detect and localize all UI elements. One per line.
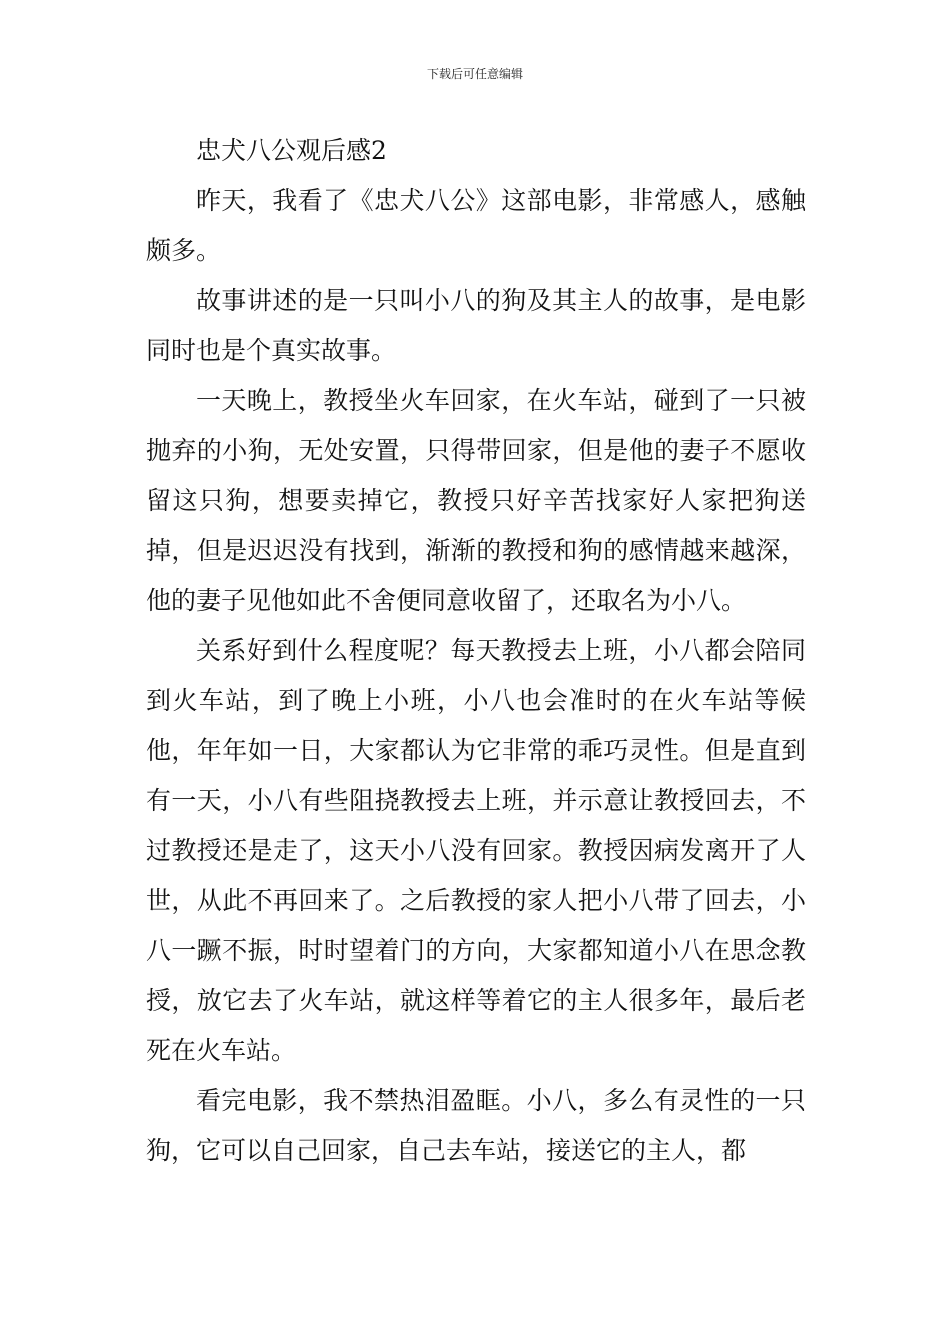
document-body <box>146 126 806 1176</box>
paragraph-1: 昨天，我看了《忠犬八公》这部电影，非常感人，感触颇多。 <box>146 186 806 265</box>
document-title: 忠犬八公观后感2 <box>196 136 387 165</box>
paragraph-2: 故事讲述的是一只叫小八的狗及其主人的故事，是电影同时也是个真实故事。 <box>146 286 806 365</box>
paragraph-4: 关系好到什么程度呢？每天教授去上班，小八都会陪同到火车站，到了晚上小班，小八也会准时的在火车站等候他，年年如一日，大家都认为它非常的乖巧灵性。但是直到有一天，小八有些阻挠教授去上班，并示意让教授回去，不过教授还是走了，这天小八没有回家。教授因病发离开了人世，从此不再回来了。之后教授的家人把小八带了回去，小八一蹶不振，时时望着门的方向，大家都知道小八在思念教授，放它去了火车站，就这样等着它的主人很多年，最后老死在火车站。 <box>146 636 806 1065</box>
paragraph-3: 一天晚上，教授坐火车回家，在火车站，碰到了一只被抛弃的小狗，无处安置，只得带回家，但是他的妻子不愿收留这只狗，想要卖掉它，教授只好辛苦找家好人家把狗送掉，但是迟迟没有找到，渐渐的教授和狗的感情越来越深，他的妻子见他如此不舍便同意收留了，还取名为小八。 <box>146 386 806 615</box>
page-header: 下载后可任意编辑 <box>426 67 523 81</box>
paragraph-5: 看完电影，我不禁热泪盈眶。小八，多么有灵性的一只狗，它可以自己回家，自己去车站，接送它的主人，都 <box>146 1086 806 1165</box>
